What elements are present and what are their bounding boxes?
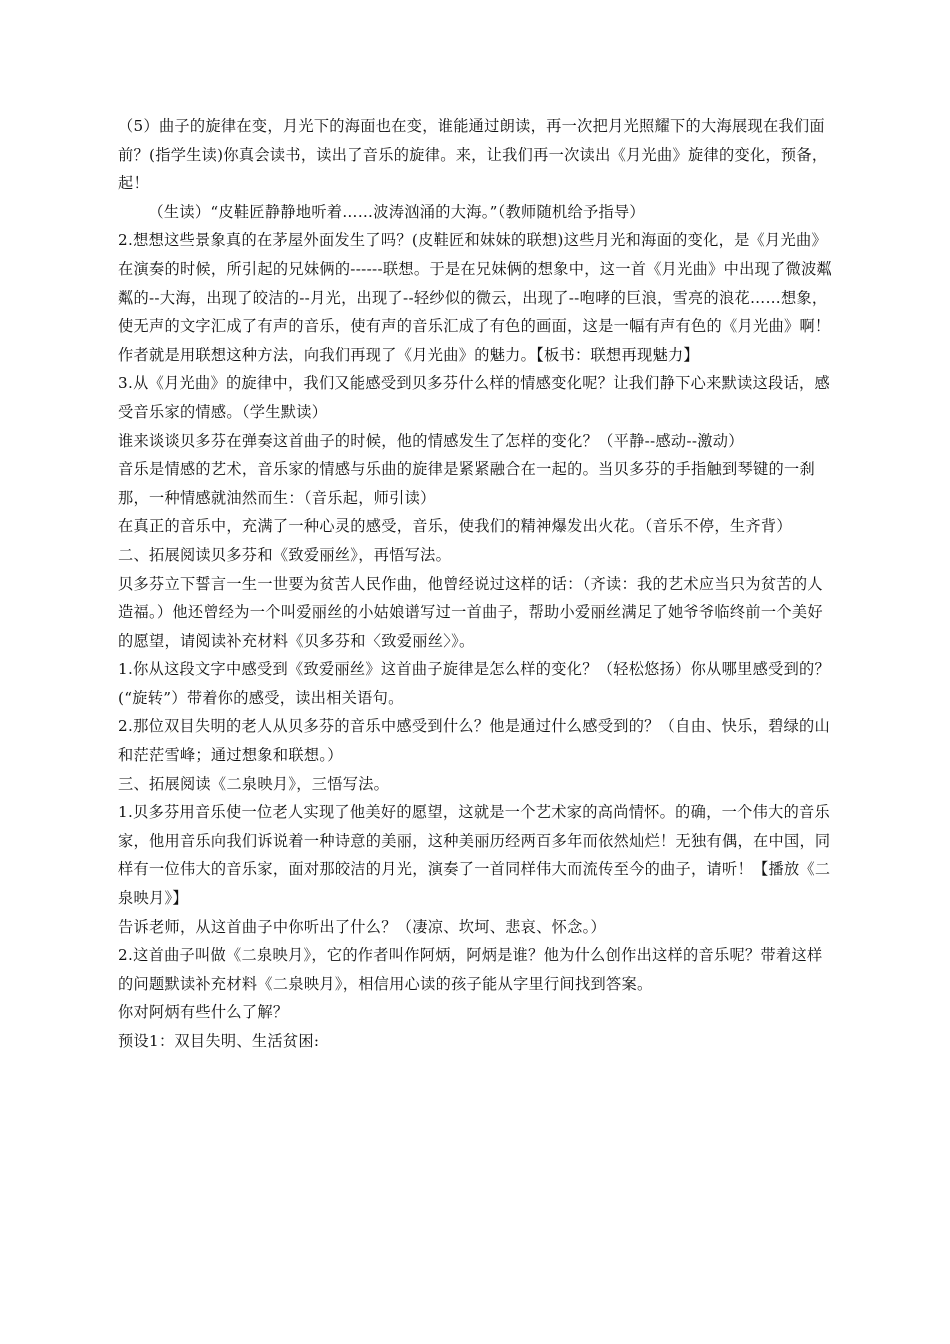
paragraph-elise-question-1: 1.你从这段文字中感受到《致爱丽丝》这首曲子旋律是怎么样的变化？（轻松悠扬）你从哪里感受到的？(“旋转”）带着你的感受，读出相关语句。 (118, 660, 831, 707)
paragraph-music-art: 音乐是情感的艺术，音乐家的情感与乐曲的旋律是紧紧融合在一起的。当贝多芬的手指触到琴键的一刹那，一种情感就油然而生：（音乐起，师引读） (118, 460, 815, 507)
paragraph-association: 2.想想这些景象真的在茅屋外面发生了吗？(皮鞋匠和妹妹的联想)这些月光和海面的变化，是《月光曲》在演奏的时候，所引起的兄妹俩的------联想。于是在兄妹俩的想象中，这一首《月光曲》中出现了微波粼粼的--大海，出现了皎洁的--月光，出现了--轻纱似的微云，出现了--咆哮的巨浪，雪亮的浪花……想象，使无声的文字汇成了有声的音乐，使有声的音乐汇成了有色的画面，这是一幅有声有色的《月光曲》啊！作者就是用联想这种方法，向我们再现了《月光曲》的魅力。【板书：联想再现魅力】 (118, 231, 833, 364)
paragraph-erquan-feeling: 告诉老师，从这首曲子中你听出了什么？（凄凉、坎坷、悲哀、怀念。） (118, 917, 606, 936)
paragraph-erquan-intro: 1.贝多芬用音乐使一位老人实现了他美好的愿望，这就是一个艺术家的高尚情怀。的确，一个伟大的音乐家，他用音乐向我们诉说着一种诗意的美丽，这种美丽历经两百多年而依然灿烂！无独有偶，在中国，同样有一位伟大的音乐家，面对那皎洁的月光，演奏了一首同样伟大而流传至今的曲子，请听！【播放《二泉映月》】 (118, 803, 831, 908)
paragraph-elise-question-2: 2.那位双目失明的老人从贝多芬的音乐中感受到什么？他是通过什么感受到的？（自由、快乐，碧绿的山和茫茫雪峰；通过想象和联想。） (118, 717, 831, 765)
paragraph-moonlight-reading: （5）曲子的旋律在变，月光下的海面也在变，谁能通过朗读，再一次把月光照耀下的大海展现在我们面前？(指学生读)你真会读书，读出了音乐的旋律。来，让我们再一次读出《月光曲》旋律的变化，预备，起！ (118, 117, 828, 193)
paragraph-preset-1: 预设1：双目失明、生活贫困: (118, 1032, 320, 1050)
paragraph-true-music: 在真正的音乐中，充满了一种心灵的感受，音乐，使我们的精神爆发出火花。（音乐不停，生齐背） (118, 517, 792, 536)
paragraph-abing-question: 2.这首曲子叫做《二泉映月》，它的作者叫作阿炳，阿炳是谁？他为什么创作出这样的音乐呢？带着这样的问题默读补充材料《二泉映月》，相信用心读的孩子能从字里行间找到答案。 (118, 946, 823, 993)
paragraph-beethoven-vow: 贝多芬立下誓言一生一世要为贫苦人民作曲，他曾经说过这样的话：（齐读：我的艺术应当只为贫苦的人造福。）他还曾经为一个叫爱丽丝的小姑娘谱写过一首曲子，帮助小爱丽丝满足了她爷爷临终前一个美好的愿望，请阅读补充材料《贝多芬和〈致爱丽丝〉》。 (118, 574, 823, 650)
section-heading-elise: 二、拓展阅读贝多芬和《致爱丽丝》，再悟写法。 (118, 545, 452, 564)
section-heading-erquan: 三、拓展阅读《二泉映月》，三悟写法。 (118, 774, 390, 793)
paragraph-student-reading: （生读）“皮鞋匠静静地听着……波涛汹涌的大海。”（教师随机给予指导） (148, 202, 645, 221)
paragraph-abing-understanding: 你对阿炳有些什么了解？ (118, 1003, 289, 1022)
document-body (118, 112, 834, 1056)
paragraph-emotion-change: 3.从《月光曲》的旋律中，我们又能感受到贝多芬什么样的情感变化呢？让我们静下心来默读这段话，感受音乐家的情感。（学生默读） (118, 374, 831, 421)
paragraph-beethoven-emotion: 谁来谈谈贝多芬在弹奏这首曲子的时候，他的情感发生了怎样的变化？（平静--感动--激动） (118, 431, 744, 450)
